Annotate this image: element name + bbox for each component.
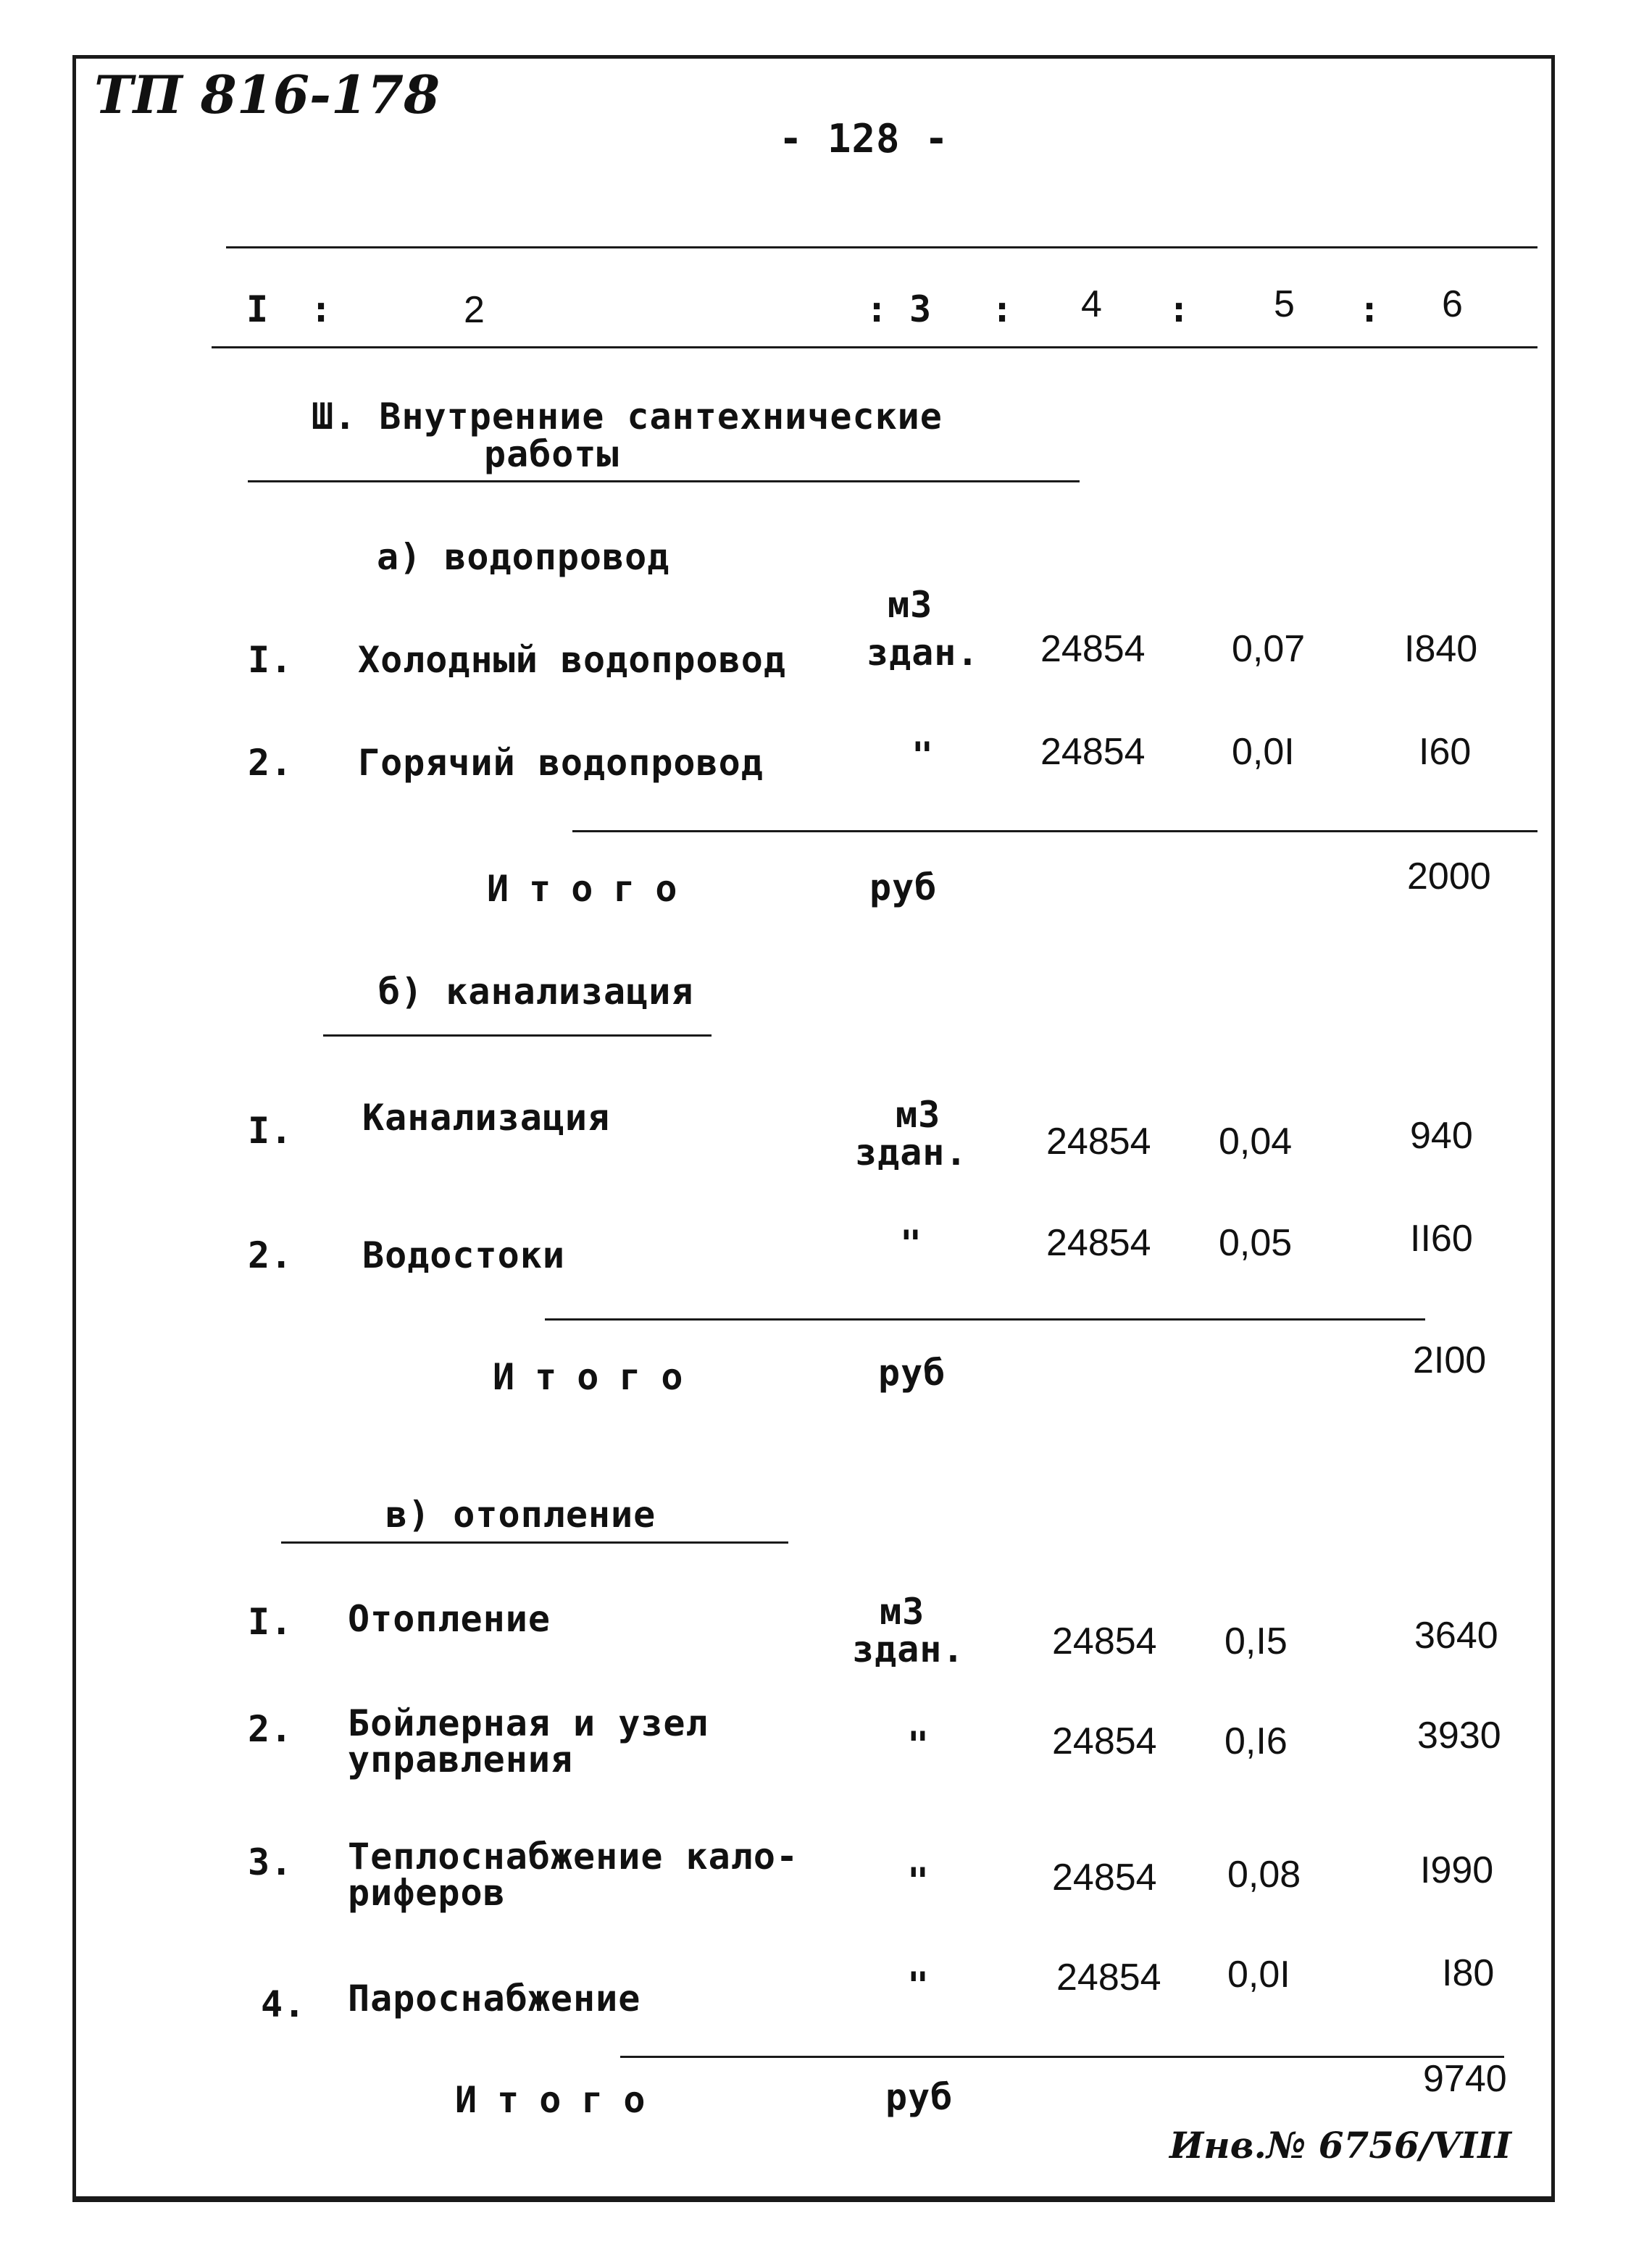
row-sum: 940 [1410, 1115, 1473, 1157]
page-number: - 128 - [779, 116, 949, 162]
row-name: Канализация [362, 1097, 611, 1139]
row-sum: I840 [1404, 628, 1478, 670]
section-title-underline [248, 480, 1080, 482]
total-value: 2000 [1407, 855, 1491, 897]
row-quantity: 24854 [1056, 1957, 1161, 1999]
row-quantity: 24854 [1040, 628, 1146, 670]
total-rule [572, 830, 1537, 832]
section-title: Ш. Внутренние сантехнические [312, 396, 943, 438]
row-name: Горячий водопровод [358, 742, 764, 784]
row-name: Водостоки [362, 1234, 565, 1276]
row-sum: 3930 [1417, 1715, 1501, 1757]
row-name: Пароснабжение [348, 1978, 641, 2020]
row-quantity: 24854 [1052, 1720, 1157, 1762]
subsection-title-water-supply: а) водопровод [377, 536, 670, 578]
subsection-title-heating: в) отопление [385, 1494, 656, 1536]
page-frame [72, 55, 1555, 2202]
total-label: Итого [455, 2079, 666, 2121]
inventory-number: Инв.№ 6756/VIII [1169, 2124, 1512, 2167]
row-name-continued: управления [348, 1738, 574, 1780]
row-rate: 0,0I [1232, 731, 1295, 773]
row-number: I. [248, 1601, 293, 1643]
header-top-rule [226, 246, 1537, 248]
row-quantity: 24854 [1040, 731, 1146, 773]
row-quantity: 24854 [1046, 1121, 1151, 1163]
document-code: ТП 816-178 [94, 64, 441, 125]
total-rule [620, 2056, 1504, 2058]
total-rule [545, 1318, 1425, 1321]
row-rate: 0,0I [1227, 1954, 1290, 1996]
row-unit-continued: здан. [855, 1131, 968, 1173]
row-number: 2. [248, 1708, 293, 1750]
subsection-underline [323, 1034, 712, 1037]
row-sum: 3640 [1414, 1615, 1498, 1657]
column-number-2: 2 [464, 289, 485, 331]
header-bottom-rule [212, 346, 1537, 348]
column-number-3: 3 [909, 288, 932, 330]
total-unit: руб [885, 2076, 954, 2118]
row-name: Теплоснабжение кало- [348, 1836, 799, 1878]
column-separator: : [1359, 288, 1382, 330]
row-rate: 0,05 [1219, 1222, 1293, 1264]
row-quantity: 24854 [1046, 1222, 1151, 1264]
row-unit-ditto: " [911, 735, 935, 777]
row-name: Холодный водопровод [358, 639, 786, 681]
row-name: Бойлерная и узел [348, 1702, 709, 1744]
column-number-4: 4 [1081, 283, 1102, 325]
row-unit: м3 [888, 584, 933, 626]
column-separator: : [310, 288, 333, 330]
row-unit-continued: здан. [852, 1628, 965, 1670]
column-separator: : [866, 288, 889, 330]
row-number: 2. [248, 1234, 293, 1276]
total-label: Итого [493, 1356, 704, 1398]
row-number: 4. [261, 1983, 306, 2025]
row-sum: II60 [1410, 1218, 1473, 1260]
total-value: 2I00 [1413, 1339, 1487, 1381]
row-unit: м3 [880, 1591, 925, 1633]
row-sum: I60 [1419, 731, 1472, 773]
row-quantity: 24854 [1052, 1857, 1157, 1899]
column-separator: : [991, 288, 1014, 330]
row-number: I. [248, 1110, 293, 1152]
subsection-title-sewerage: б) канализация [378, 971, 694, 1013]
row-unit-ditto: " [907, 1860, 930, 1902]
total-unit: руб [878, 1352, 946, 1394]
row-unit-ditto: " [900, 1223, 923, 1265]
row-number: I. [248, 639, 293, 681]
row-rate: 0,04 [1219, 1121, 1293, 1163]
row-unit-ditto: " [907, 1724, 930, 1766]
row-rate: 0,08 [1227, 1854, 1301, 1896]
row-sum: I990 [1420, 1849, 1494, 1891]
total-value: 9740 [1423, 2058, 1507, 2100]
row-rate: 0,I6 [1224, 1720, 1288, 1762]
column-number-1: I [246, 288, 270, 330]
row-number: 3. [248, 1841, 293, 1883]
row-unit: м3 [896, 1094, 941, 1136]
row-rate: 0,I5 [1224, 1620, 1288, 1662]
column-separator: : [1168, 288, 1191, 330]
row-unit-continued: здан. [867, 632, 980, 674]
total-label: Итого [487, 868, 698, 910]
row-rate: 0,07 [1232, 628, 1306, 670]
subsection-underline [281, 1541, 788, 1544]
row-name: Отопление [348, 1598, 551, 1640]
column-number-6: 6 [1442, 283, 1463, 325]
column-number-5: 5 [1274, 283, 1295, 325]
row-name-continued: риферов [348, 1872, 506, 1914]
total-unit: руб [869, 866, 938, 908]
row-quantity: 24854 [1052, 1620, 1157, 1662]
section-title-continued: работы [484, 433, 619, 475]
row-sum: I80 [1442, 1952, 1495, 1994]
row-number: 2. [248, 742, 293, 784]
row-unit-ditto: " [907, 1964, 930, 2007]
